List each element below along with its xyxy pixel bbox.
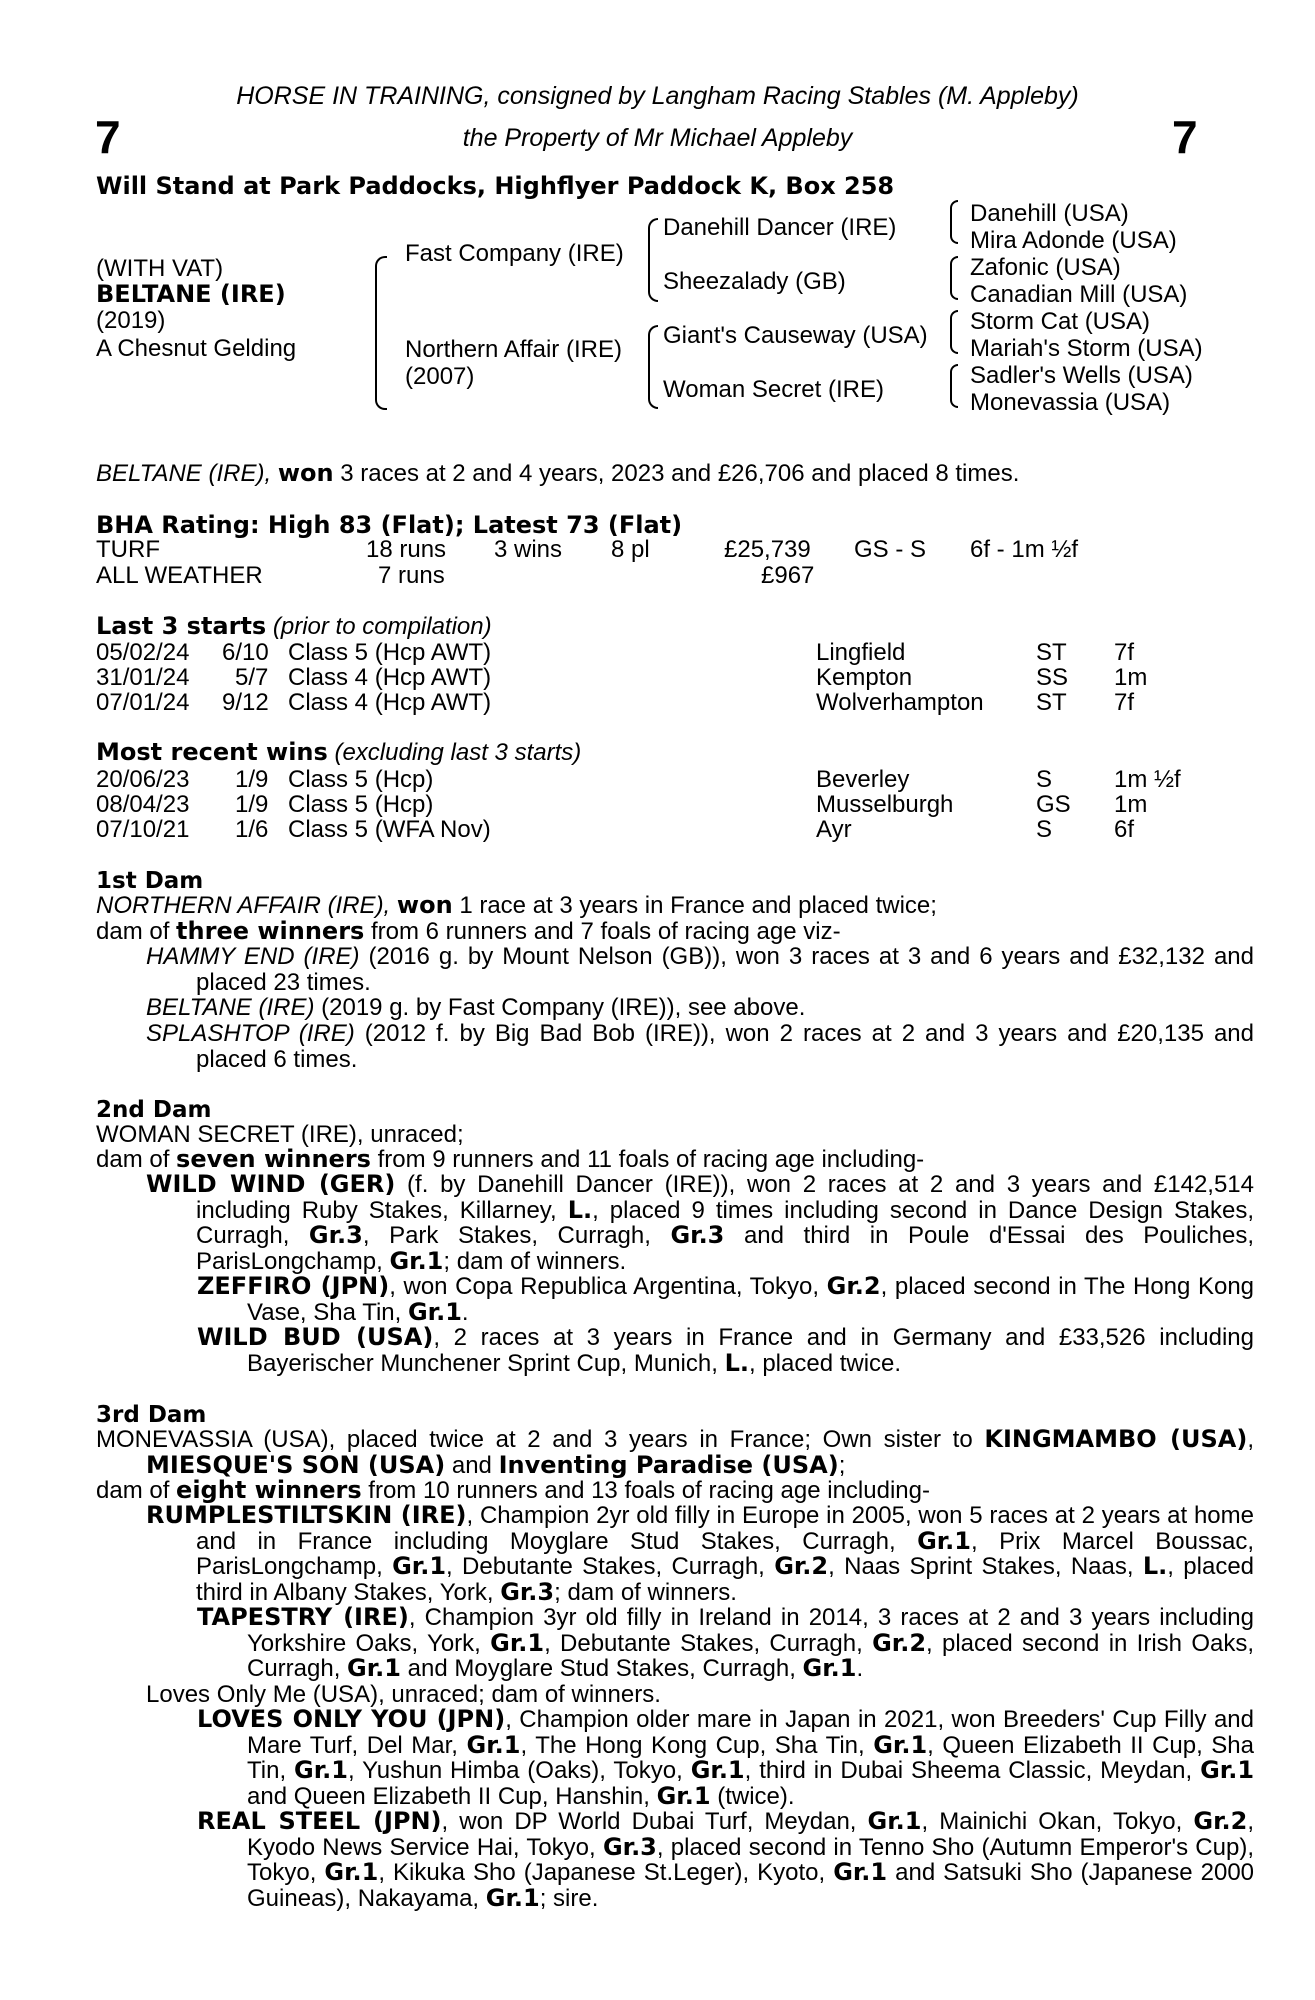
third-dam-record: MONEVASSIA (USA), placed twice at 2 and 3 years in France; Own sister to bbox=[96, 1426, 973, 1453]
grade-label: Gr.1 bbox=[1200, 1756, 1255, 1784]
pedigree-sdd: Canadian Mill (USA) bbox=[970, 281, 1188, 308]
progeny-name: WILD BUD (USA) bbox=[197, 1323, 434, 1351]
progeny-record: ; sire. bbox=[539, 1884, 599, 1912]
start-position: 5/7 bbox=[235, 664, 269, 691]
pedigree-brace-dam bbox=[648, 325, 658, 409]
pedigree-dds: Sadler's Wells (USA) bbox=[970, 362, 1193, 389]
separator: ; bbox=[838, 1451, 846, 1479]
start-going: ST bbox=[1036, 689, 1067, 716]
pedigree-brace-dd bbox=[950, 364, 958, 408]
pedigree-dss: Storm Cat (USA) bbox=[970, 308, 1151, 335]
second-dam-damof: dam of bbox=[96, 1146, 170, 1173]
pedigree-brace-sire bbox=[648, 218, 658, 302]
rating-distance: 6f - 1m ½f bbox=[970, 536, 1079, 563]
third-dam-winners: eight winners bbox=[176, 1476, 362, 1504]
progeny-record: ; dam of winners. bbox=[554, 1578, 737, 1606]
rating-placed: 8 pl bbox=[611, 536, 650, 563]
win-race: Class 5 (Hcp) bbox=[288, 766, 434, 793]
progeny-hammy-end bbox=[146, 944, 1254, 995]
win-position: 1/9 bbox=[235, 766, 269, 793]
grade-label: Gr.1 bbox=[917, 1526, 971, 1555]
progeny-record: , Queen Elizabeth II Cup, Sha Tin, bbox=[247, 1731, 1254, 1784]
grade-label: Gr.1 bbox=[833, 1858, 888, 1886]
grade-label: L. bbox=[724, 1348, 749, 1377]
win-course: Ayr bbox=[816, 816, 852, 843]
pedigree-ddd: Monevassia (USA) bbox=[970, 389, 1171, 416]
grade-label: Gr.2 bbox=[1193, 1807, 1248, 1835]
grade-label: Gr.1 bbox=[389, 1246, 444, 1275]
first-dam-damof: dam of bbox=[96, 918, 170, 945]
first-dam-foals: from 6 runners and 7 foals of racing age viz- bbox=[371, 918, 841, 945]
start-date: 31/01/24 bbox=[96, 664, 190, 691]
bha-rating-title: BHA Rating: High 83 (Flat); Latest 73 (Flat) bbox=[96, 511, 683, 539]
pedigree-brace-ss bbox=[950, 200, 958, 244]
start-position: 9/12 bbox=[222, 689, 269, 716]
grade-label: Gr.1 bbox=[407, 1297, 462, 1326]
progeny-record: , placed second in The Hong Kong Vase, Sha Tin, bbox=[247, 1273, 1255, 1326]
progeny-record: , won DP World Dubai Turf, Meydan, bbox=[441, 1808, 857, 1835]
progeny-name: RUMPLESTILTSKIN (IRE) bbox=[146, 1501, 467, 1529]
grade-label: Gr.3 bbox=[602, 1832, 657, 1861]
progeny-record: , Prix Marcel Boussac, ParisLongchamp, bbox=[196, 1527, 1255, 1580]
rating-wins: 3 wins bbox=[494, 536, 563, 563]
progeny-record: , won Copa Republica Argentina, Tokyo, bbox=[389, 1273, 820, 1300]
third-dam-title: 3rd Dam bbox=[96, 1402, 207, 1428]
start-course: Wolverhampton bbox=[816, 689, 984, 716]
pedigree-dam-year: (2007) bbox=[405, 363, 475, 390]
relative-name: MIESQUE'S SON (USA) bbox=[146, 1450, 446, 1479]
grade-label: Gr.1 bbox=[867, 1807, 922, 1835]
summary-text: 3 races at 2 and 4 years, 2023 and £26,706 and placed 8 times. bbox=[340, 460, 1020, 487]
grade-label: Gr.1 bbox=[324, 1858, 379, 1886]
progeny-record: and third in Poule d'Essai des Pouliches, ParisLongchamp, bbox=[196, 1222, 1255, 1275]
progeny-beltane bbox=[146, 995, 1254, 1021]
grade-label: Gr.1 bbox=[392, 1552, 447, 1580]
grade-label: Gr.2 bbox=[872, 1628, 927, 1657]
win-position: 1/9 bbox=[235, 791, 269, 818]
pedigree-brace-main bbox=[375, 256, 387, 410]
recent-wins-title: Most recent wins bbox=[96, 738, 328, 766]
progeny-zeffiro bbox=[197, 1274, 1254, 1325]
lot-number-left: 7 bbox=[95, 111, 121, 163]
progeny-record: (2019 g. by Fast Company (IRE)), see above. bbox=[321, 994, 806, 1021]
progeny-wild-wind bbox=[146, 1172, 1254, 1274]
progeny-record: , 2 races at 3 years in France and in Germany and £33,526 including Bayerischer Munchener Sprint Cup, Munich, bbox=[247, 1324, 1254, 1377]
vat-label: (WITH VAT) bbox=[96, 255, 224, 282]
first-dam-winners: three winners bbox=[176, 917, 365, 945]
pedigree-dam: Northern Affair (IRE) bbox=[405, 336, 622, 363]
progeny-record: (twice). bbox=[717, 1782, 795, 1810]
win-going: GS bbox=[1036, 791, 1071, 818]
rating-money: £25,739 bbox=[724, 536, 811, 563]
rating-surface: ALL WEATHER bbox=[96, 562, 263, 589]
grade-label: Gr.1 bbox=[347, 1654, 401, 1682]
progeny-record: , Debutante Stakes, Curragh, bbox=[446, 1553, 765, 1580]
last-starts-title: Last 3 starts bbox=[96, 612, 267, 640]
progeny-record: (f. by Danehill Dancer (IRE)), won 2 races at 2 and 3 years and £142,514 including Ruby Stakes, Killarney, bbox=[196, 1171, 1255, 1224]
start-distance: 1m bbox=[1114, 664, 1148, 691]
progeny-record: , The Hong Kong Cup, Sha Tin, bbox=[520, 1731, 865, 1759]
win-course: Beverley bbox=[816, 766, 910, 793]
second-dam-title: 2nd Dam bbox=[96, 1097, 212, 1123]
progeny-record: and Queen Elizabeth II Cup, Hanshin, bbox=[247, 1782, 650, 1810]
first-dam-line1 bbox=[96, 893, 937, 919]
grade-label: L. bbox=[1142, 1552, 1168, 1580]
progeny-record: , placed second in Tenno Sho (Autumn Emperor's Cup), Tokyo, bbox=[247, 1833, 1254, 1886]
start-date: 05/02/24 bbox=[96, 639, 190, 666]
win-position: 1/6 bbox=[235, 816, 269, 843]
recent-wins-note: (excluding last 3 starts) bbox=[334, 739, 582, 766]
first-dam-won: won bbox=[396, 891, 453, 919]
grade-label: Gr.2 bbox=[826, 1272, 881, 1300]
progeny-name: ZEFFIRO (JPN) bbox=[197, 1272, 390, 1300]
progeny-record: , placed third in Albany Stakes, York, bbox=[196, 1553, 1255, 1606]
progeny-loves-only-you bbox=[197, 1707, 1254, 1809]
progeny-record: , Yushun Himba (Oaks), Tokyo, bbox=[347, 1757, 683, 1784]
grade-label: Gr.1 bbox=[656, 1781, 711, 1810]
rating-going: GS - S bbox=[854, 536, 927, 563]
pedigree-dam-dam: Woman Secret (IRE) bbox=[663, 376, 884, 403]
progeny-record: , placed second in Irish Oaks, Curragh, bbox=[247, 1629, 1254, 1682]
last-starts-heading bbox=[96, 614, 492, 640]
grade-label: Gr.1 bbox=[294, 1756, 348, 1784]
win-distance: 6f bbox=[1114, 816, 1135, 843]
owner-line: the Property of Mr Michael Appleby bbox=[462, 124, 853, 152]
pedigree-dsd: Mariah's Storm (USA) bbox=[970, 335, 1203, 362]
win-distance: 1m bbox=[1114, 791, 1148, 818]
horse-name: BELTANE (IRE) bbox=[96, 280, 286, 308]
rating-money: £967 bbox=[761, 562, 815, 589]
third-dam-foals: from 10 runners and 13 foals of racing age including- bbox=[368, 1477, 930, 1504]
pedigree-sss: Danehill (USA) bbox=[970, 200, 1129, 227]
separator: , bbox=[1247, 1426, 1254, 1453]
progeny-record: , Park Stakes, Curragh, bbox=[362, 1222, 651, 1249]
progeny-record: , Champion 2yr old filly in Europe in 2005, won 5 races at 2 years at home and in France including Moyglare Stud Stakes, Curragh, bbox=[196, 1502, 1254, 1555]
third-dam-damof: dam of bbox=[96, 1477, 170, 1504]
progeny-record: , Kyodo News Service Hai, Tokyo, bbox=[247, 1808, 1254, 1861]
progeny-record: , Kikuka Sho (Japanese St.Leger), Kyoto, bbox=[378, 1859, 826, 1886]
summary-won: won bbox=[277, 459, 334, 487]
progeny-record: , placed 9 times including second in Dance Design Stakes, Curragh, bbox=[196, 1196, 1255, 1249]
start-going: ST bbox=[1036, 639, 1067, 666]
progeny-name: SPLASHTOP (IRE) bbox=[146, 1020, 355, 1047]
separator: and bbox=[451, 1451, 492, 1479]
third-dam-line2 bbox=[96, 1478, 930, 1504]
progeny-record: and Satsuki Sho (Japanese 2000 Guineas), Nakayama, bbox=[247, 1859, 1255, 1912]
first-dam-name: NORTHERN AFFAIR (IRE), bbox=[96, 892, 391, 919]
start-race: Class 4 (Hcp AWT) bbox=[288, 689, 492, 716]
start-position: 6/10 bbox=[222, 639, 269, 666]
win-going: S bbox=[1036, 816, 1053, 843]
progeny-record: , Naas Sprint Stakes, Naas, bbox=[828, 1553, 1134, 1580]
start-course: Lingfield bbox=[816, 639, 906, 666]
grade-label: Gr.1 bbox=[466, 1730, 521, 1759]
progeny-name: REAL STEEL (JPN) bbox=[197, 1807, 442, 1835]
start-distance: 7f bbox=[1114, 639, 1135, 666]
start-race: Class 5 (Hcp AWT) bbox=[288, 639, 492, 666]
summary-horse-name: BELTANE (IRE), bbox=[96, 460, 272, 487]
first-dam-line2 bbox=[96, 919, 841, 945]
relative-name: KINGMAMBO (USA) bbox=[984, 1425, 1248, 1453]
win-date: 08/04/23 bbox=[96, 791, 190, 818]
recent-wins-heading bbox=[96, 740, 581, 766]
race-summary bbox=[96, 461, 1019, 487]
progeny-record: and Moyglare Stud Stakes, Curragh, bbox=[407, 1655, 796, 1682]
progeny-record: , Mainichi Okan, Tokyo, bbox=[921, 1808, 1183, 1835]
progeny-name: LOVES ONLY YOU (JPN) bbox=[197, 1705, 506, 1733]
win-date: 07/10/21 bbox=[96, 816, 190, 843]
progeny-name: WILD WIND (GER) bbox=[146, 1170, 396, 1198]
grade-label: Gr.1 bbox=[690, 1756, 745, 1784]
third-dam-line1 bbox=[96, 1427, 1254, 1478]
progeny-record: , third in Dubai Sheema Classic, Meydan, bbox=[744, 1757, 1193, 1784]
pedigree-sds: Zafonic (USA) bbox=[970, 254, 1121, 281]
win-going: S bbox=[1036, 766, 1053, 793]
pedigree-sire-sire: Danehill Dancer (IRE) bbox=[663, 214, 897, 241]
progeny-loves-only-me: Loves Only Me (USA), unraced; dam of winners. bbox=[146, 1681, 661, 1708]
pedigree-dam-sire: Giant's Causeway (USA) bbox=[663, 322, 928, 349]
progeny-rumplestiltskin bbox=[146, 1503, 1254, 1605]
grade-label: Gr.1 bbox=[873, 1730, 928, 1759]
progeny-name: BELTANE (IRE) bbox=[146, 994, 315, 1021]
pedigree-brace-ds bbox=[950, 310, 958, 354]
last-starts-note: (prior to compilation) bbox=[272, 613, 492, 640]
win-date: 20/06/23 bbox=[96, 766, 190, 793]
progeny-record: ; dam of winners. bbox=[443, 1247, 627, 1275]
progeny-wild-bud bbox=[197, 1325, 1254, 1376]
start-course: Kempton bbox=[816, 664, 913, 691]
start-race: Class 4 (Hcp AWT) bbox=[288, 664, 492, 691]
progeny-tapestry bbox=[197, 1605, 1254, 1682]
second-dam-line2 bbox=[96, 1147, 924, 1173]
win-race: Class 5 (Hcp) bbox=[288, 791, 434, 818]
win-distance: 1m ½f bbox=[1114, 766, 1181, 793]
grade-label: Gr.3 bbox=[500, 1577, 555, 1606]
second-dam-line1: WOMAN SECRET (IRE), unraced; bbox=[96, 1121, 464, 1148]
consignor-line: HORSE IN TRAINING, consigned by Langham Racing Stables (M. Appleby) bbox=[236, 82, 1079, 110]
pedigree-brace-sd bbox=[950, 256, 958, 300]
stand-location: Will Stand at Park Paddocks, Highflyer Paddock K, Box 258 bbox=[96, 172, 895, 200]
start-date: 07/01/24 bbox=[96, 689, 190, 716]
progeny-splashtop bbox=[146, 1021, 1254, 1072]
rating-runs: 7 runs bbox=[378, 562, 445, 589]
progeny-record: . bbox=[856, 1655, 864, 1682]
progeny-record: . bbox=[461, 1298, 469, 1326]
pedigree-sire-dam: Sheezalady (GB) bbox=[663, 268, 846, 295]
horse-description: A Chesnut Gelding bbox=[96, 335, 297, 362]
win-course: Musselburgh bbox=[816, 791, 954, 818]
second-dam-foals: from 9 runners and 11 foals of racing age including- bbox=[377, 1146, 925, 1173]
pedigree-ssd: Mira Adonde (USA) bbox=[970, 227, 1177, 254]
progeny-record: (2016 g. by Mount Nelson (GB)), won 3 races at 3 and 6 years and £32,132 and placed 23 times. bbox=[196, 943, 1254, 996]
grade-label: Gr.3 bbox=[670, 1221, 725, 1249]
rating-runs: 18 runs bbox=[366, 536, 447, 563]
horse-year: (2019) bbox=[96, 307, 166, 334]
progeny-record: , Debutante Stakes, Curragh, bbox=[544, 1629, 863, 1657]
grade-label: L. bbox=[567, 1195, 593, 1224]
win-race: Class 5 (WFA Nov) bbox=[288, 816, 491, 843]
progeny-real-steel bbox=[197, 1809, 1254, 1911]
relative-name: Inventing Paradise (USA) bbox=[498, 1450, 839, 1479]
second-dam-winners: seven winners bbox=[176, 1145, 371, 1173]
first-dam-record: 1 race at 3 years in France and placed twice; bbox=[459, 892, 937, 919]
progeny-name: HAMMY END (IRE) bbox=[146, 943, 360, 970]
start-going: SS bbox=[1036, 664, 1069, 691]
lot-number-right: 7 bbox=[1172, 111, 1198, 163]
start-distance: 7f bbox=[1114, 689, 1135, 716]
progeny-record: , Champion 3yr old filly in Ireland in 2014, 3 races at 2 and 3 years including Yorkshire Oaks, York, bbox=[247, 1604, 1254, 1657]
grade-label: Gr.2 bbox=[774, 1552, 829, 1580]
grade-label: Gr.1 bbox=[490, 1628, 545, 1657]
pedigree-sire: Fast Company (IRE) bbox=[405, 240, 624, 267]
rating-surface: TURF bbox=[96, 536, 160, 563]
progeny-record: , placed twice. bbox=[748, 1349, 902, 1377]
grade-label: Gr.1 bbox=[802, 1654, 857, 1682]
progeny-record: (2012 f. by Big Bad Bob (IRE)), won 2 races at 2 and 3 years and £20,135 and placed 6 times. bbox=[196, 1020, 1255, 1073]
first-dam-title: 1st Dam bbox=[96, 868, 204, 894]
progeny-record: , Champion older mare in Japan in 2021, won Breeders' Cup Filly and Mare Turf, Del Mar, bbox=[247, 1706, 1254, 1759]
grade-label: Gr.3 bbox=[308, 1221, 363, 1249]
progeny-name: TAPESTRY (IRE) bbox=[197, 1603, 409, 1631]
grade-label: Gr.1 bbox=[485, 1883, 540, 1912]
